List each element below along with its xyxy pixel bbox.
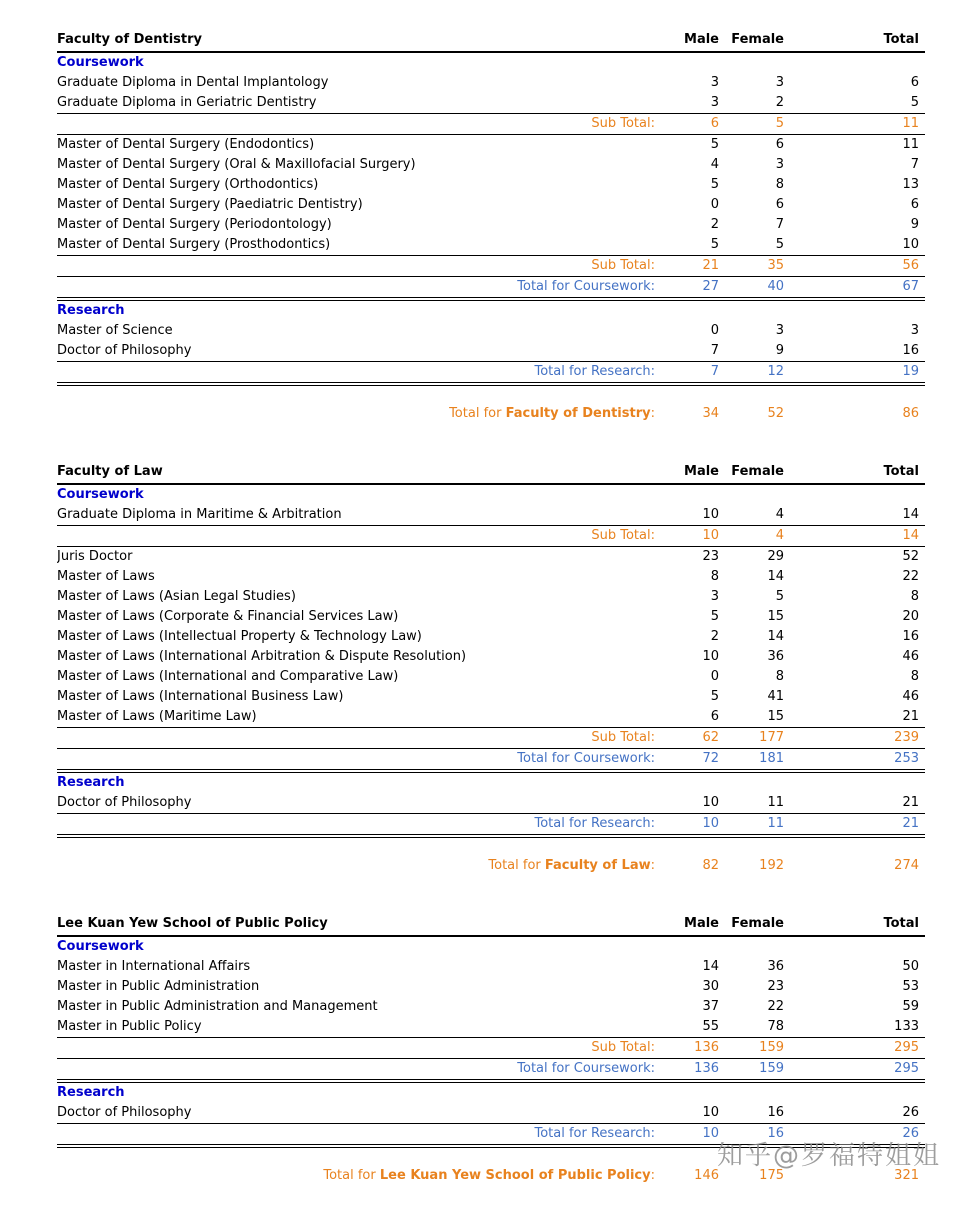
- row-label: Master of Laws (International Business Law): [57, 689, 344, 704]
- row-label: Total for Research:: [534, 364, 655, 379]
- row-label: Doctor of Philosophy: [57, 343, 192, 358]
- grand-total-prefix: Total for: [449, 406, 506, 421]
- male-value: 2: [710, 217, 719, 232]
- total-row: [57, 361, 925, 386]
- course-row: [57, 647, 925, 667]
- male-value: 37: [702, 999, 719, 1014]
- faculty-name: Faculty of Dentistry: [57, 32, 203, 47]
- section-heading-row: [57, 53, 925, 73]
- male-value: 7: [710, 364, 719, 379]
- faculty-grand-total-row: [57, 856, 925, 876]
- grand-total-faculty-name: Faculty of Dentistry: [505, 406, 651, 421]
- faculty-grand-total-row: [57, 404, 925, 424]
- total-row: [57, 813, 925, 838]
- total-value: 8: [910, 589, 919, 604]
- female-value: 29: [767, 549, 784, 564]
- row-label: Graduate Diploma in Geriatric Dentistry: [57, 95, 317, 110]
- course-row: [57, 93, 925, 113]
- total-value: 59: [902, 999, 919, 1014]
- section-heading: Research: [57, 303, 125, 318]
- male-value: 10: [702, 795, 719, 810]
- female-value: 22: [767, 999, 784, 1014]
- total-value: 46: [902, 649, 919, 664]
- row-label: Master of Science: [57, 323, 173, 338]
- course-row: [57, 607, 925, 627]
- female-value: 6: [775, 137, 784, 152]
- total-value: 5: [910, 95, 919, 110]
- total-value: 9: [910, 217, 919, 232]
- female-value: 14: [767, 629, 784, 644]
- section-heading-row: [57, 301, 925, 321]
- faculty-grand-total-label: [57, 1166, 663, 1186]
- zhihu-watermark: 知乎@罗福特姐姐: [716, 1141, 941, 1171]
- grand-total-male: 82: [702, 858, 719, 873]
- male-value: 4: [710, 157, 719, 172]
- female-value: 15: [767, 609, 784, 624]
- grand-total-prefix: Total for: [323, 1168, 380, 1183]
- male-value: 5: [710, 237, 719, 252]
- section-heading-row: [57, 485, 925, 505]
- male-value: 2: [710, 629, 719, 644]
- row-label: Sub Total:: [591, 528, 655, 543]
- female-value: 8: [775, 177, 784, 192]
- female-value: 177: [759, 730, 784, 745]
- row-label: Master of Laws (International and Comparative Law): [57, 669, 399, 684]
- row-label: Total for Research:: [534, 816, 655, 831]
- female-value: 36: [767, 649, 784, 664]
- male-value: 14: [702, 959, 719, 974]
- total-row: [57, 749, 925, 773]
- row-label: Total for Research:: [534, 1126, 655, 1141]
- female-value: 8: [775, 669, 784, 684]
- female-value: 11: [767, 795, 784, 810]
- row-label: Master in International Affairs: [57, 959, 251, 974]
- female-value: 23: [767, 979, 784, 994]
- faculty-grand-total-label: [57, 404, 663, 424]
- male-value: 55: [702, 1019, 719, 1034]
- column-header-female: Female: [731, 464, 784, 479]
- course-row: [57, 215, 925, 235]
- male-value: 3: [710, 589, 719, 604]
- total-value: 7: [910, 157, 919, 172]
- faculty-name: Faculty of Law: [57, 464, 163, 479]
- row-label: Master of Dental Surgery (Paediatric Dentistry): [57, 197, 363, 212]
- course-row: [57, 321, 925, 341]
- column-header-total: Total: [883, 916, 919, 931]
- course-row: [57, 235, 925, 255]
- course-row: [57, 627, 925, 647]
- total-value: 53: [902, 979, 919, 994]
- male-value: 7: [710, 343, 719, 358]
- total-value: 6: [910, 197, 919, 212]
- row-label: Graduate Diploma in Maritime & Arbitration: [57, 507, 342, 522]
- total-value: 6: [910, 75, 919, 90]
- male-value: 6: [710, 116, 719, 131]
- male-value: 6: [710, 709, 719, 724]
- column-header-male: Male: [684, 916, 719, 931]
- section-heading-row: [57, 1083, 925, 1103]
- total-value: 8: [910, 669, 919, 684]
- row-label: Doctor of Philosophy: [57, 795, 192, 810]
- male-value: 0: [710, 669, 719, 684]
- female-value: 2: [775, 95, 784, 110]
- course-row: [57, 977, 925, 997]
- total-value: 56: [902, 258, 919, 273]
- female-value: 4: [775, 528, 784, 543]
- row-label: Master of Dental Surgery (Oral & Maxillofacial Surgery): [57, 157, 416, 172]
- total-row: [57, 1059, 925, 1083]
- course-row: [57, 587, 925, 607]
- female-value: 5: [775, 116, 784, 131]
- grand-total-total: 321: [894, 1168, 919, 1183]
- grand-total-total: 274: [894, 858, 919, 873]
- course-row: [57, 73, 925, 93]
- grand-total-prefix: Total for: [488, 858, 545, 873]
- subtotal-row: [57, 525, 925, 547]
- total-value: 16: [902, 629, 919, 644]
- course-row: [57, 1017, 925, 1037]
- grand-total-faculty-name: Lee Kuan Yew School of Public Policy: [379, 1168, 651, 1183]
- male-value: 10: [702, 649, 719, 664]
- female-value: 11: [767, 816, 784, 831]
- total-value: 253: [894, 751, 919, 766]
- female-value: 16: [767, 1105, 784, 1120]
- female-value: 15: [767, 709, 784, 724]
- row-label: Graduate Diploma in Dental Implantology: [57, 75, 329, 90]
- faculty-table: [57, 30, 925, 424]
- male-value: 72: [702, 751, 719, 766]
- row-label: Sub Total:: [591, 1040, 655, 1055]
- total-value: 20: [902, 609, 919, 624]
- male-value: 62: [702, 730, 719, 745]
- male-value: 3: [710, 75, 719, 90]
- total-value: 67: [902, 279, 919, 294]
- female-value: 3: [775, 157, 784, 172]
- female-value: 159: [759, 1040, 784, 1055]
- total-value: 11: [902, 116, 919, 131]
- female-value: 159: [759, 1061, 784, 1076]
- grand-total-female: 175: [759, 1168, 784, 1183]
- row-label: Master of Laws (Asian Legal Studies): [57, 589, 296, 604]
- male-value: 3: [710, 95, 719, 110]
- female-value: 3: [775, 323, 784, 338]
- male-value: 10: [702, 816, 719, 831]
- total-value: 239: [894, 730, 919, 745]
- total-value: 52: [902, 549, 919, 564]
- section-heading: Coursework: [57, 939, 144, 954]
- faculty-grand-total-label: [57, 856, 663, 876]
- female-value: 12: [767, 364, 784, 379]
- male-value: 5: [710, 689, 719, 704]
- male-value: 5: [710, 177, 719, 192]
- male-value: 10: [702, 1105, 719, 1120]
- male-value: 30: [702, 979, 719, 994]
- total-value: 295: [894, 1040, 919, 1055]
- section-heading: Coursework: [57, 55, 144, 70]
- grand-total-female: 52: [767, 406, 784, 421]
- male-value: 10: [702, 528, 719, 543]
- female-value: 3: [775, 75, 784, 90]
- total-value: 14: [902, 528, 919, 543]
- male-value: 8: [710, 569, 719, 584]
- male-value: 21: [702, 258, 719, 273]
- row-label: Juris Doctor: [57, 549, 133, 564]
- female-value: 181: [759, 751, 784, 766]
- course-row: [57, 687, 925, 707]
- row-label: Doctor of Philosophy: [57, 1105, 192, 1120]
- total-value: 26: [902, 1105, 919, 1120]
- faculty-header-row: [57, 914, 925, 937]
- course-row: [57, 155, 925, 175]
- row-label: Master of Dental Surgery (Prosthodontics): [57, 237, 331, 252]
- total-value: 295: [894, 1061, 919, 1076]
- total-value: 14: [902, 507, 919, 522]
- total-value: 21: [902, 795, 919, 810]
- male-value: 0: [710, 197, 719, 212]
- male-value: 136: [694, 1040, 719, 1055]
- course-row: [57, 1103, 925, 1123]
- section-heading: Research: [57, 1085, 125, 1100]
- male-value: 10: [702, 1126, 719, 1141]
- total-value: 133: [894, 1019, 919, 1034]
- row-label: Master of Dental Surgery (Orthodontics): [57, 177, 319, 192]
- female-value: 14: [767, 569, 784, 584]
- row-label: Total for Coursework:: [517, 279, 655, 294]
- subtotal-row: [57, 1037, 925, 1059]
- course-row: [57, 341, 925, 361]
- row-label: Master in Public Administration and Management: [57, 999, 378, 1014]
- row-label: Sub Total:: [591, 730, 655, 745]
- course-row: [57, 195, 925, 215]
- total-value: 3: [910, 323, 919, 338]
- total-row: [57, 277, 925, 301]
- male-value: 5: [710, 137, 719, 152]
- course-row: [57, 505, 925, 525]
- section-heading: Coursework: [57, 487, 144, 502]
- total-value: 21: [902, 816, 919, 831]
- female-value: 16: [767, 1126, 784, 1141]
- column-header-total: Total: [883, 464, 919, 479]
- faculty-header-row: [57, 462, 925, 485]
- section-heading: Research: [57, 775, 125, 790]
- subtotal-row: [57, 255, 925, 277]
- male-value: 5: [710, 609, 719, 624]
- female-value: 7: [775, 217, 784, 232]
- row-label: Master of Laws (Maritime Law): [57, 709, 257, 724]
- grand-total-suffix: :: [650, 406, 655, 421]
- faculty-header-row: [57, 30, 925, 53]
- grand-total-suffix: :: [650, 1168, 655, 1183]
- grand-total-male: 34: [702, 406, 719, 421]
- row-label: Master of Laws (Corporate & Financial Services Law): [57, 609, 399, 624]
- total-value: 11: [902, 137, 919, 152]
- course-row: [57, 707, 925, 727]
- subtotal-row: [57, 113, 925, 135]
- female-value: 36: [767, 959, 784, 974]
- course-row: [57, 997, 925, 1017]
- row-label: Master of Dental Surgery (Periodontology): [57, 217, 332, 232]
- subtotal-row: [57, 727, 925, 749]
- female-value: 35: [767, 258, 784, 273]
- female-value: 4: [775, 507, 784, 522]
- total-value: 22: [902, 569, 919, 584]
- section-heading-row: [57, 937, 925, 957]
- row-label: Sub Total:: [591, 116, 655, 131]
- row-label: Master of Laws (International Arbitration & Dispute Resolution): [57, 649, 467, 664]
- total-value: 19: [902, 364, 919, 379]
- grand-total-male: 146: [694, 1168, 719, 1183]
- row-label: Master of Dental Surgery (Endodontics): [57, 137, 315, 152]
- female-value: 41: [767, 689, 784, 704]
- female-value: 9: [775, 343, 784, 358]
- total-value: 13: [902, 177, 919, 192]
- total-value: 46: [902, 689, 919, 704]
- row-label: Total for Coursework:: [517, 1061, 655, 1076]
- row-label: Master of Laws: [57, 569, 155, 584]
- row-label: Master in Public Policy: [57, 1019, 202, 1034]
- row-label: Master of Laws (Intellectual Property & Technology Law): [57, 629, 422, 644]
- column-header-male: Male: [684, 464, 719, 479]
- faculty-name: Lee Kuan Yew School of Public Policy: [57, 916, 328, 931]
- course-row: [57, 135, 925, 155]
- male-value: 10: [702, 507, 719, 522]
- total-value: 10: [902, 237, 919, 252]
- column-header-male: Male: [684, 32, 719, 47]
- row-label: Sub Total:: [591, 258, 655, 273]
- male-value: 136: [694, 1061, 719, 1076]
- total-value: 26: [902, 1126, 919, 1141]
- row-label: Total for Coursework:: [517, 751, 655, 766]
- course-row: [57, 547, 925, 567]
- female-value: 78: [767, 1019, 784, 1034]
- female-value: 40: [767, 279, 784, 294]
- grand-total-total: 86: [902, 406, 919, 421]
- total-value: 50: [902, 959, 919, 974]
- female-value: 5: [775, 589, 784, 604]
- column-header-female: Female: [731, 32, 784, 47]
- male-value: 23: [702, 549, 719, 564]
- faculty-tables: [57, 30, 925, 1224]
- grand-total-suffix: :: [650, 858, 655, 873]
- course-row: [57, 957, 925, 977]
- course-row: [57, 667, 925, 687]
- female-value: 5: [775, 237, 784, 252]
- grand-total-female: 192: [759, 858, 784, 873]
- section-heading-row: [57, 773, 925, 793]
- male-value: 27: [702, 279, 719, 294]
- row-label: Master in Public Administration: [57, 979, 260, 994]
- female-value: 6: [775, 197, 784, 212]
- male-value: 0: [710, 323, 719, 338]
- column-header-total: Total: [883, 32, 919, 47]
- grand-total-faculty-name: Faculty of Law: [544, 858, 651, 873]
- course-row: [57, 175, 925, 195]
- total-value: 21: [902, 709, 919, 724]
- column-header-female: Female: [731, 916, 784, 931]
- faculty-table: [57, 462, 925, 876]
- course-row: [57, 793, 925, 813]
- course-row: [57, 567, 925, 587]
- total-value: 16: [902, 343, 919, 358]
